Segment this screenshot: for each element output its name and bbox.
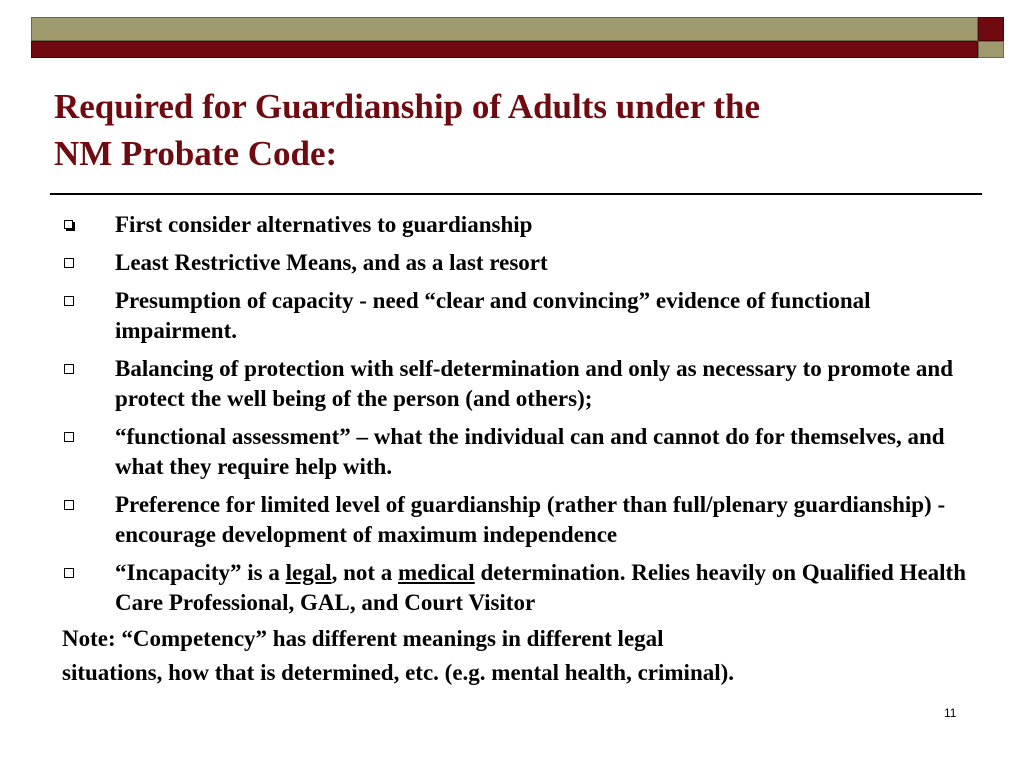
underlined-word-medical: medical — [398, 560, 475, 585]
note-line-2: situations, how that is determined, etc. (e.g. mental health, criminal). — [62, 660, 735, 685]
bullet-item — [58, 354, 978, 414]
note-paragraph — [62, 622, 942, 690]
title-divider — [50, 193, 982, 195]
bullet-text: “functional assessment” – what the individual can and cannot do for themselves, and what they require help with. — [115, 424, 945, 479]
page-number: 11 — [944, 706, 957, 720]
bullet-text: Presumption of capacity - need “clear and convincing” evidence of functional impairment. — [115, 288, 871, 343]
bullet-text — [115, 560, 966, 615]
underlined-word-legal: legal — [285, 560, 332, 585]
bullet-item — [58, 248, 978, 278]
bullet-text: Least Restrictive Means, and as a last resort — [115, 250, 548, 275]
header-bar-olive — [31, 17, 978, 41]
hollow-square-icon — [64, 220, 73, 229]
bullet-item — [58, 286, 978, 346]
bullet-text: First consider alternatives to guardianship — [115, 212, 533, 237]
note-line-1: Note: “Competency” has different meanings in different legal — [62, 626, 664, 651]
hollow-square-icon — [64, 432, 74, 442]
bullet-item — [58, 210, 978, 240]
bullet-text-part: , not a — [331, 560, 399, 585]
hollow-square-icon — [64, 364, 74, 374]
slide-title — [54, 83, 954, 177]
header-square-maroon — [978, 17, 1004, 41]
hollow-square-icon — [64, 500, 74, 510]
hollow-square-icon — [64, 296, 74, 306]
slide-title-line-2: NM Probate Code: — [54, 134, 338, 173]
bullet-text: Preference for limited level of guardianship (rather than full/plenary guardianship) - encourage development of maximum independence — [115, 492, 946, 547]
bullet-text: Balancing of protection with self-determination and only as necessary to promote and protect the well being of the person (and others); — [115, 356, 953, 411]
bullet-item — [58, 422, 978, 482]
bullet-text-part: “Incapacity” is a — [115, 560, 286, 585]
header-bar-maroon — [31, 41, 978, 58]
bullet-item — [58, 558, 978, 618]
bullet-text-part: determination. Relies heavily on Qualified Health Care Professional, GAL, and Court Visitor — [115, 560, 966, 615]
slide-title-line-1: Required for Guardianship of Adults under the — [54, 87, 760, 126]
bullet-list — [58, 210, 978, 626]
hollow-square-icon — [64, 568, 74, 578]
hollow-square-icon — [64, 258, 74, 268]
header-square-olive — [978, 41, 1004, 58]
bullet-item — [58, 490, 978, 550]
